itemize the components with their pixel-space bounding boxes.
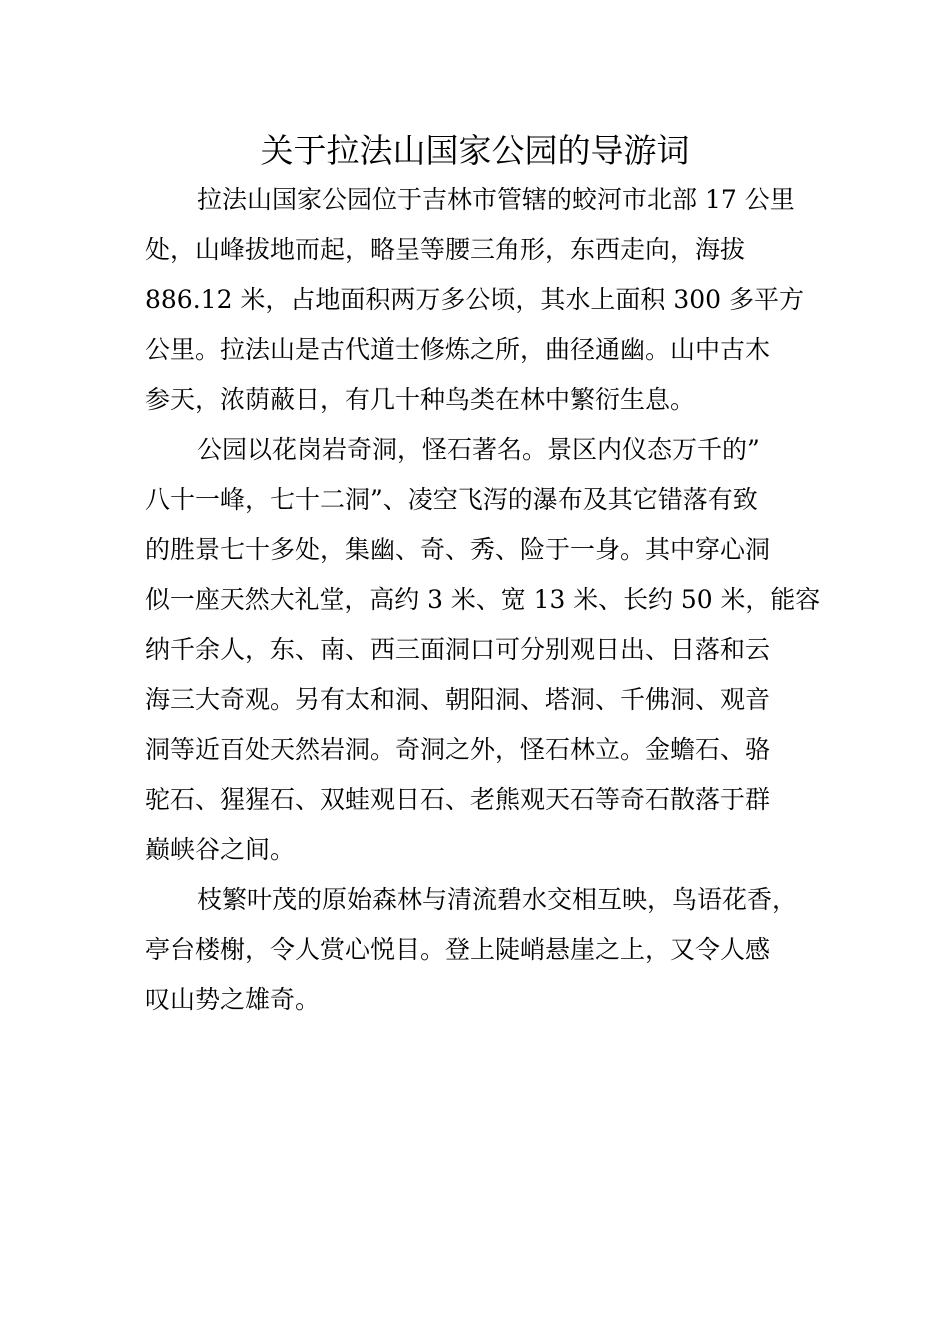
paragraph-2-line-3: 的胜景七十多处，集幽、奇、秀、险于一身。其中穿心洞 (145, 535, 771, 564)
paragraph-1-line-1: 拉法山国家公园位于吉林市管辖的蛟河市北部 17 公里 (197, 185, 795, 214)
paragraph-3-line-2: 亭台楼榭，令人赏心悦目。登上陡峭悬崖之上，又令人感 (145, 935, 771, 964)
paragraph-2-line-6: 海三大奇观。另有太和洞、朝阳洞、塔洞、千佛洞、观音 (145, 685, 771, 714)
paragraph-2-line-8: 驼石、猩猩石、双蛙观日石、老熊观天石等奇石散落于群 (145, 785, 771, 814)
paragraph-3-line-1: 枝繁叶茂的原始森林与清流碧水交相互映，鸟语花香， (197, 885, 798, 914)
paragraph-1-line-5: 参天，浓荫蔽日，有几十种鸟类在林中繁衍生息。 (145, 385, 696, 414)
paragraph-2-line-5: 纳千余人，东、南、西三面洞口可分别观日出、日落和云 (145, 635, 771, 664)
paragraph-2-line-4: 似一座天然大礼堂，高约 3 米、宽 13 米、长约 50 米，能容 (145, 585, 821, 614)
document-title: 关于拉法山国家公园的导游词 (260, 131, 690, 170)
paragraph-1-line-2: 处，山峰拔地而起，略呈等腰三角形，东西走向，海拔 (145, 235, 746, 264)
paragraph-2-line-9: 巅峡谷之间。 (145, 835, 296, 864)
paragraph-2-line-1: 公园以花岗岩奇洞，怪石著名。景区内仪态万千的” (197, 435, 760, 464)
paragraph-1-line-3: 886.12 米，占地面积两万多公顷，其水上面积 300 多平方 (145, 285, 805, 314)
paragraph-2-line-7: 洞等近百处天然岩洞。奇洞之外，怪石林立。金蟾石、骆 (145, 735, 771, 764)
paragraph-3-line-3: 叹山势之雄奇。 (145, 985, 321, 1014)
paragraph-2-line-2: 八十一峰，七十二洞”、凌空飞泻的瀑布及其它错落有致 (145, 485, 758, 514)
paragraph-1-line-4: 公里。拉法山是古代道士修炼之所，曲径通幽。山中古木 (145, 335, 771, 364)
